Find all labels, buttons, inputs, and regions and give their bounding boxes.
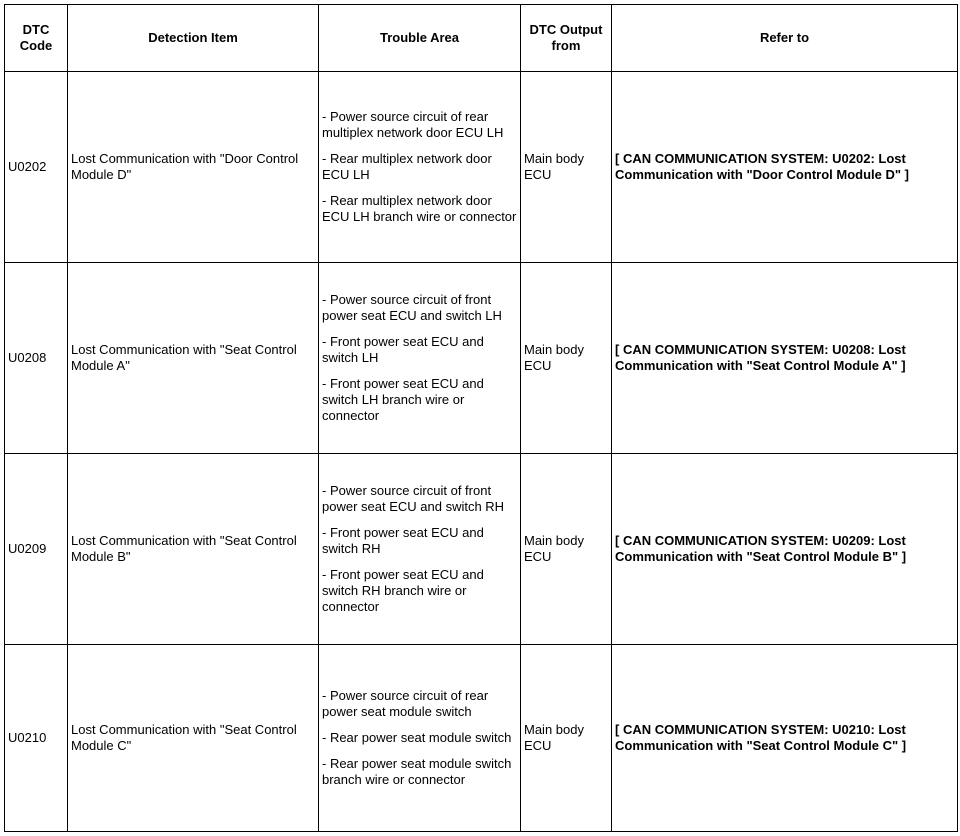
- header-dtc-code: DTC Code: [5, 5, 68, 72]
- trouble-area-cell: [319, 645, 521, 832]
- dtc-code-cell: U0209: [5, 454, 68, 645]
- trouble-area-item: - Front power seat ECU and switch LH branch wire or connector: [322, 376, 484, 423]
- detection-item-cell: Lost Communication with "Seat Control Module A": [68, 263, 319, 454]
- trouble-area-cell: [319, 263, 521, 454]
- header-trouble-area: Trouble Area: [319, 5, 521, 72]
- dtc-table: [4, 4, 958, 832]
- detection-item-cell: Lost Communication with "Seat Control Module C": [68, 645, 319, 832]
- trouble-area-item: - Power source circuit of front power seat ECU and switch LH: [322, 292, 502, 323]
- trouble-area-cell: [319, 454, 521, 645]
- trouble-area-item: - Power source circuit of rear power seat module switch: [322, 688, 489, 719]
- trouble-area-item: - Front power seat ECU and switch LH: [322, 334, 484, 365]
- dtc-output-cell: Main body ECU: [521, 72, 612, 263]
- trouble-area-item: - Power source circuit of front power seat ECU and switch RH: [322, 483, 505, 514]
- dtc-output-cell: Main body ECU: [521, 454, 612, 645]
- header-refer-to: Refer to: [612, 5, 958, 72]
- trouble-area-item: - Rear power seat module switch branch wire or connector: [322, 756, 512, 787]
- dtc-code-cell: U0202: [5, 72, 68, 263]
- header-dtc-output-from: DTC Output from: [521, 5, 612, 72]
- detection-item-cell: Lost Communication with "Seat Control Module B": [68, 454, 319, 645]
- trouble-area-item: - Rear multiplex network door ECU LH: [322, 151, 492, 182]
- detection-item-cell: Lost Communication with "Door Control Module D": [68, 72, 319, 263]
- table-row: [5, 72, 958, 263]
- trouble-area-item: - Front power seat ECU and switch RH: [322, 525, 484, 556]
- refer-to-link[interactable]: [ CAN COMMUNICATION SYSTEM: U0209: Lost Communication with "Seat Control Module B" ]: [612, 454, 958, 645]
- trouble-area-item: - Front power seat ECU and switch RH branch wire or connector: [322, 567, 484, 614]
- table-row: [5, 454, 958, 645]
- refer-to-link[interactable]: [ CAN COMMUNICATION SYSTEM: U0210: Lost Communication with "Seat Control Module C" ]: [612, 645, 958, 832]
- table-header-row: [5, 5, 958, 72]
- dtc-code-cell: U0210: [5, 645, 68, 832]
- refer-to-link[interactable]: [ CAN COMMUNICATION SYSTEM: U0202: Lost Communication with "Door Control Module D" ]: [612, 72, 958, 263]
- table-row: [5, 645, 958, 832]
- dtc-output-cell: Main body ECU: [521, 263, 612, 454]
- trouble-area-cell: [319, 72, 521, 263]
- dtc-output-cell: Main body ECU: [521, 645, 612, 832]
- dtc-code-cell: U0208: [5, 263, 68, 454]
- table-row: [5, 263, 958, 454]
- header-detection-item: Detection Item: [68, 5, 319, 72]
- trouble-area-item: - Rear power seat module switch: [322, 730, 512, 745]
- trouble-area-item: - Rear multiplex network door ECU LH branch wire or connector: [322, 193, 517, 224]
- refer-to-link[interactable]: [ CAN COMMUNICATION SYSTEM: U0208: Lost Communication with "Seat Control Module A" ]: [612, 263, 958, 454]
- trouble-area-item: - Power source circuit of rear multiplex network door ECU LH: [322, 109, 504, 140]
